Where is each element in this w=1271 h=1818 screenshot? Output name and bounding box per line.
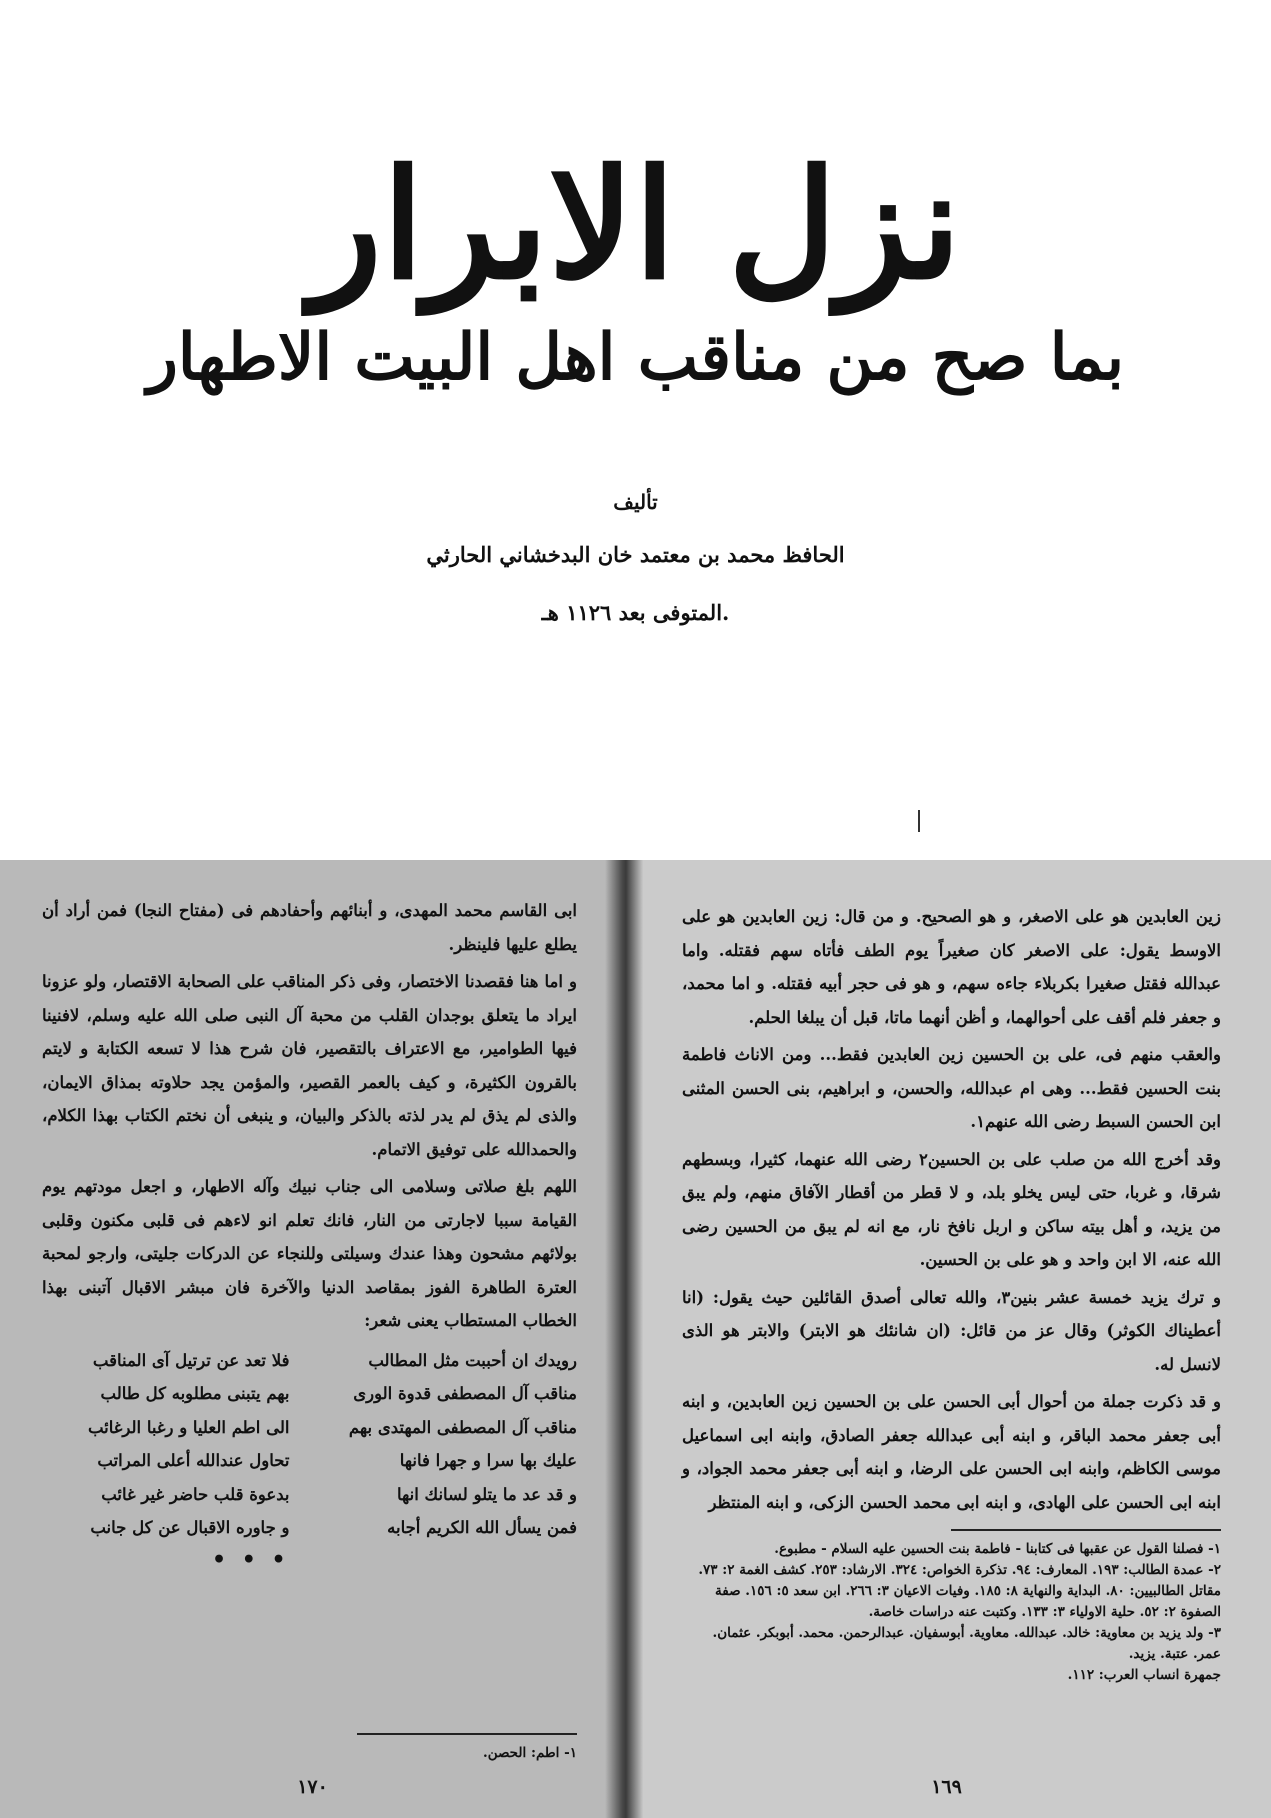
poem-hemistich: مناقب آل المصطفى قدوة الورى <box>353 1384 577 1403</box>
by-label: تأليف <box>613 490 658 514</box>
poem-hemistich: و جاوره الاقبال عن كل جانب <box>90 1518 290 1537</box>
poem-hemistich: و قد عد ما يتلو لسانك انها <box>397 1484 577 1504</box>
page-number: ١٧٠ <box>297 1776 328 1798</box>
footnote-rule <box>357 1733 577 1735</box>
book-subtitle: بما صح من مناقب اهل البيت الاطهار <box>146 320 1125 395</box>
left-paragraph: اللهم بلغ صلاتى وسلامى الى جناب نبيك وآله الاطهار، و اجعل مودتهم يوم القيامة سببا لاجارتى من النار، فانك تعلم انو لاءهم فى قلبى مكنون وقلبى بولائهم مشحون وهذا عندك وسيلتى وللنجاء عن الدركات جليتى، وارجو لمحبة العترة الطاهرة الفوز بمقاصد الدنيا والآخرة فان مبشر الاقبال آتبنى بهذا الخطاب المستطاب يعنى شعر: <box>42 1177 577 1330</box>
stray-mark <box>918 810 920 832</box>
poem-hemistich: مناقب آل المصطفى المهتدى بهم <box>348 1417 577 1437</box>
author-name: الحافظ محمد بن معتمد خان البدخشاني الحارثي <box>426 542 845 567</box>
left-page <box>0 860 625 1818</box>
open-book-scan <box>0 860 1271 1818</box>
book-title: نزل الابرار <box>309 137 962 313</box>
left-paragraph: و اما هنا فقصدنا الاختصار، وفى ذكر المناقب على الصحابة الاقتصار، ولو عزونا ايراد ما يتعلق بوجدان القلب من محبة آل النبى صلى الله عليه وسلم، لافنينا فيها الطوامير، مع الاعتراف بالتقصير، فان شرح هذا لا تسعه الكتابة و لايتم بالقرون الكثيرة، و كيف بالعمر القصير، والمؤمن يجد حلاوته بمذاق الايمان، والذى لم يذق لم يدر لذته بالذكر والبيان، و ينبغى أن نختم الكتاب بهذا الكلام، والحمدالله على توفيق الاتمام. <box>42 972 577 1159</box>
section-end-dots: • • • <box>212 1546 290 1573</box>
right-paragraph: والعقب منهم فى، على بن الحسين زين العابدين فقط... ومن الاناث فاطمة بنت الحسين فقط... وهى ام عبدالله، والحسن، و ابراهيم، بنى الحسن المثنى ابن الحسن السبط رضى الله عنهم١. <box>682 1045 1221 1131</box>
poem-hemistich: بهم يتبنى مطلوبه كل طالب <box>100 1384 290 1403</box>
right-page <box>622 860 1271 1818</box>
poem-hemistich: رويدك ان أحببت مثل المطالب <box>368 1350 577 1370</box>
poem-hemistich: فلا تعد عن ترتيل آى المناقب <box>92 1350 290 1370</box>
footnote: ٢- عمدة الطالب: ١٩٣. المعارف: ٩٤. تذكرة الخواص: ٣٢٤. الارشاد: ٢٥٣. كشف الغمة ٢: ٧٣. مقاتل الطالبيين: ٨٠. البداية والنهاية ٨: ١٨٥. وفيات الاعيان ٣: ٢٦٦. ابن سعد ٥: ١٥٦. صفة الصفوة ٢: ٥٢. حلية الاولياء ٣: ١٣٣. وكتبت عنه دراسات خاصة. <box>698 1562 1221 1620</box>
death-date: المتوفى بعد ١١٢٦ هـ. <box>541 600 730 625</box>
left-paragraph: ابى القاسم محمد المهدى، و أبنائهم وأحفادهم فى (مفتاح النجا) فمن أراد أن يطلع عليها فلينظر. <box>42 901 577 954</box>
footnote: ١- فصلنا القول عن عقبها فى كتابنا - فاطمة بنت الحسين عليه السلام - مطبوع. <box>774 1541 1221 1557</box>
poem-hemistich: الى اطم العليا و رغبا الرغائب <box>87 1417 290 1437</box>
poem-hemistich: بدعوة قلب حاضر غير غائب <box>101 1484 290 1504</box>
footnote: جمهرة انساب العرب: ١١٢. <box>1067 1667 1221 1683</box>
poem-hemistich: فمن يسأل الله الكريم أجابه <box>387 1518 577 1537</box>
footnote: ٣- ولد يزيد بن معاوية: خالد. عبدالله. معاوية. أبوسفيان. عبدالرحمن. محمد. أبوبكر. عثمان. عمر. عتبة. يزيد. <box>712 1625 1221 1662</box>
poem-hemistich: عليك بها سرا و جهرا فانها <box>399 1451 577 1470</box>
poem <box>42 1344 577 1545</box>
right-paragraph: زين العابدين هو على الاصغر، و هو الصحيح. و من قال: زين العابدين هو على الاوسط يقول: على الاصغر كان صغيراً يوم الطف فأتاه سهم فقتله. واما عبدالله فقتل صغيرا بكربلاء جاءه سهم، و هو فى حجر أبيه فقتله. و اما محمد، و جعفر فلم أقف على أحوالهما، و أظن أنهما ماتا، قبل أن يبلغا الحلم. <box>682 907 1221 1027</box>
page-number: ١٦٩ <box>931 1776 962 1798</box>
book-gutter <box>605 860 643 1818</box>
footnote: ١- اطم: الحصن. <box>483 1744 577 1761</box>
poem-hemistich: تحاول عندالله أعلى المراتب <box>97 1451 290 1470</box>
right-paragraph: وقد أخرج الله من صلب على بن الحسين٢ رضى الله عنهما، كثيرا، وبسطهم شرقا، و غربا، حتى ليس يخلو بلد، و لا قطر من أقطار الآفاق منهم، ولم يبق من يزيد، و أهل بيته ساكن و اربل نافخ نار، مع انه لم يبق من الحسين رضى الله عنه، الا ابن واحد و هو على بن الحسين. <box>682 1149 1221 1269</box>
right-paragraph: و قد ذكرت جملة من أحوال أبى الحسن على بن الحسين زين العابدين، و ابنه أبى جعفر محمد الباقر، و ابنه أبى عبدالله جعفر الصادق، وابنه ابى اسماعيل موسى الكاظم، وابنه ابى الحسن على الرضا، و ابنه أبى جعفر محمد الجواد، و ابنه ابى الحسن على الهادى، و ابنه ابى محمد الحسن الزكى، و ابنه المنتظر <box>682 1392 1221 1512</box>
right-paragraph: و ترك يزيد خمسة عشر بنين٣، والله تعالى أصدق القائلين حيث يقول: (انا أعطيناك الكوثر) وقال عز من قائل: (ان شانئك هو الابتر) والابتر هو الذى لانسل له. <box>682 1287 1221 1374</box>
footnote-rule <box>951 1529 1221 1531</box>
